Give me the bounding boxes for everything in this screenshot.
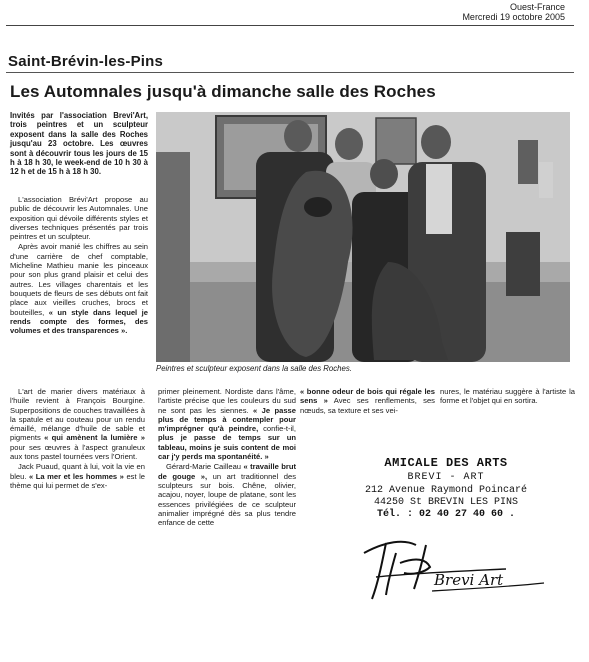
article-column-4: [440, 387, 575, 407]
region-title: Saint-Brévin-les-Pins: [8, 53, 164, 70]
paragraph: L'art de marier divers matériaux à l'huile revient à François Bourgine. Superpositions de couches travaillées à la spatule et au couteau pour un rendu émaillé, mélange d'huile de sable et pigments « qui amènent la lumière » pour ses œuvres à l'aspect granuleux aux tons pastel tournées vers l'Orient.: [10, 387, 145, 462]
stamp-phone: Tél. : 02 40 27 40 60 .: [376, 509, 516, 520]
association-stamp: [346, 456, 546, 520]
paragraph: nures, le matériau suggère à l'artiste la forme et l'objet qui en sortira.: [440, 387, 575, 406]
photo-caption: Peintres et sculpteur exposent dans la salle des Roches.: [156, 364, 352, 373]
paragraph: Gérard-Marie Cailleau « travaille brut de gouge », un art traditionnel des sculpteurs sur bois. Chêne, olivier, acajou, noyer, loupe de platane, sont les essences privilégiées de ce sculpteur animalier imprégné dès sa plus tendre enfance de cette: [158, 462, 296, 528]
paragraph: Après avoir manié les chiffres au sein d'une carrière de chef comptable, Micheline Mathieu manie les pinceaux pour son plus grand plaisir et celui des autres. Les villages charentais et les bouquets de fleurs de ses débuts ont fait place aux vieilles cruches, brocs et bouteilles, « un style dans lequel je rends compte des formes, des volumes et des transparences ».: [10, 242, 148, 336]
paragraph: « bonne odeur de bois qui régale les sens » Avec ses renflements, ses nœuds, sa texture et ses vei-: [300, 387, 435, 415]
region-divider: [6, 72, 574, 73]
stamp-subtitle: BREVI - ART: [407, 472, 485, 483]
article-column-2: [158, 387, 296, 528]
stamp-address: 212 Avenue Raymond Poincaré: [364, 485, 528, 496]
article-column-1-bottom: [10, 387, 145, 491]
handwritten-signature: [356, 533, 556, 603]
publication-header: [462, 2, 565, 22]
header-divider: [6, 25, 574, 26]
stamp-city: 44250 St BREVIN LES PINS: [373, 497, 519, 508]
article-column-1: [10, 195, 148, 336]
paragraph: Jack Puaud, quant à lui, voit la vie en bleu. « La mer et les hommes » est le thème qui lui permet de s'ex-: [10, 462, 145, 490]
stamp-name: AMICALE DES ARTS: [384, 456, 508, 470]
photo-illustration: [156, 112, 570, 362]
article-intro: Invités par l'association Brevi'Art, trois peintres et un sculpteur exposent dans la salle des Roches jusqu'au 23 octobre. Les œuvres sont à découvrir tous les jours de 15 h à 18 h 30, le week-end de 10 h 30 à 12 h et de 15 h à 18 h 30.: [10, 111, 148, 177]
paragraph: L'association Brévi'Art propose au public de découvrir les Automnales. Une exposition qui dévoile différents styles et diverses techniques présentés par trois peintres et un sculpteur.: [10, 195, 148, 242]
paragraph: primer pleinement. Nordiste dans l'âme, l'artiste précise que les couleurs du sud ne sont pas les siennes. « Je passe plus de temps à contempler pour m'imprégner qu'à peindre, confie-t-il, plus je passe de temps sur un tableau, moins je suis content de moi car j'y perds ma spontanéité. »: [158, 387, 296, 462]
article-headline: Les Automnales jusqu'à dimanche salle des Roches: [10, 82, 436, 101]
publication-name: Ouest-France: [509, 2, 565, 12]
publication-date: Mercredi 19 octobre 2005: [462, 12, 565, 22]
svg-text:Brevi Art: Brevi Art: [434, 571, 504, 589]
exhibition-photo: [156, 112, 570, 362]
article-column-3: [300, 387, 435, 416]
